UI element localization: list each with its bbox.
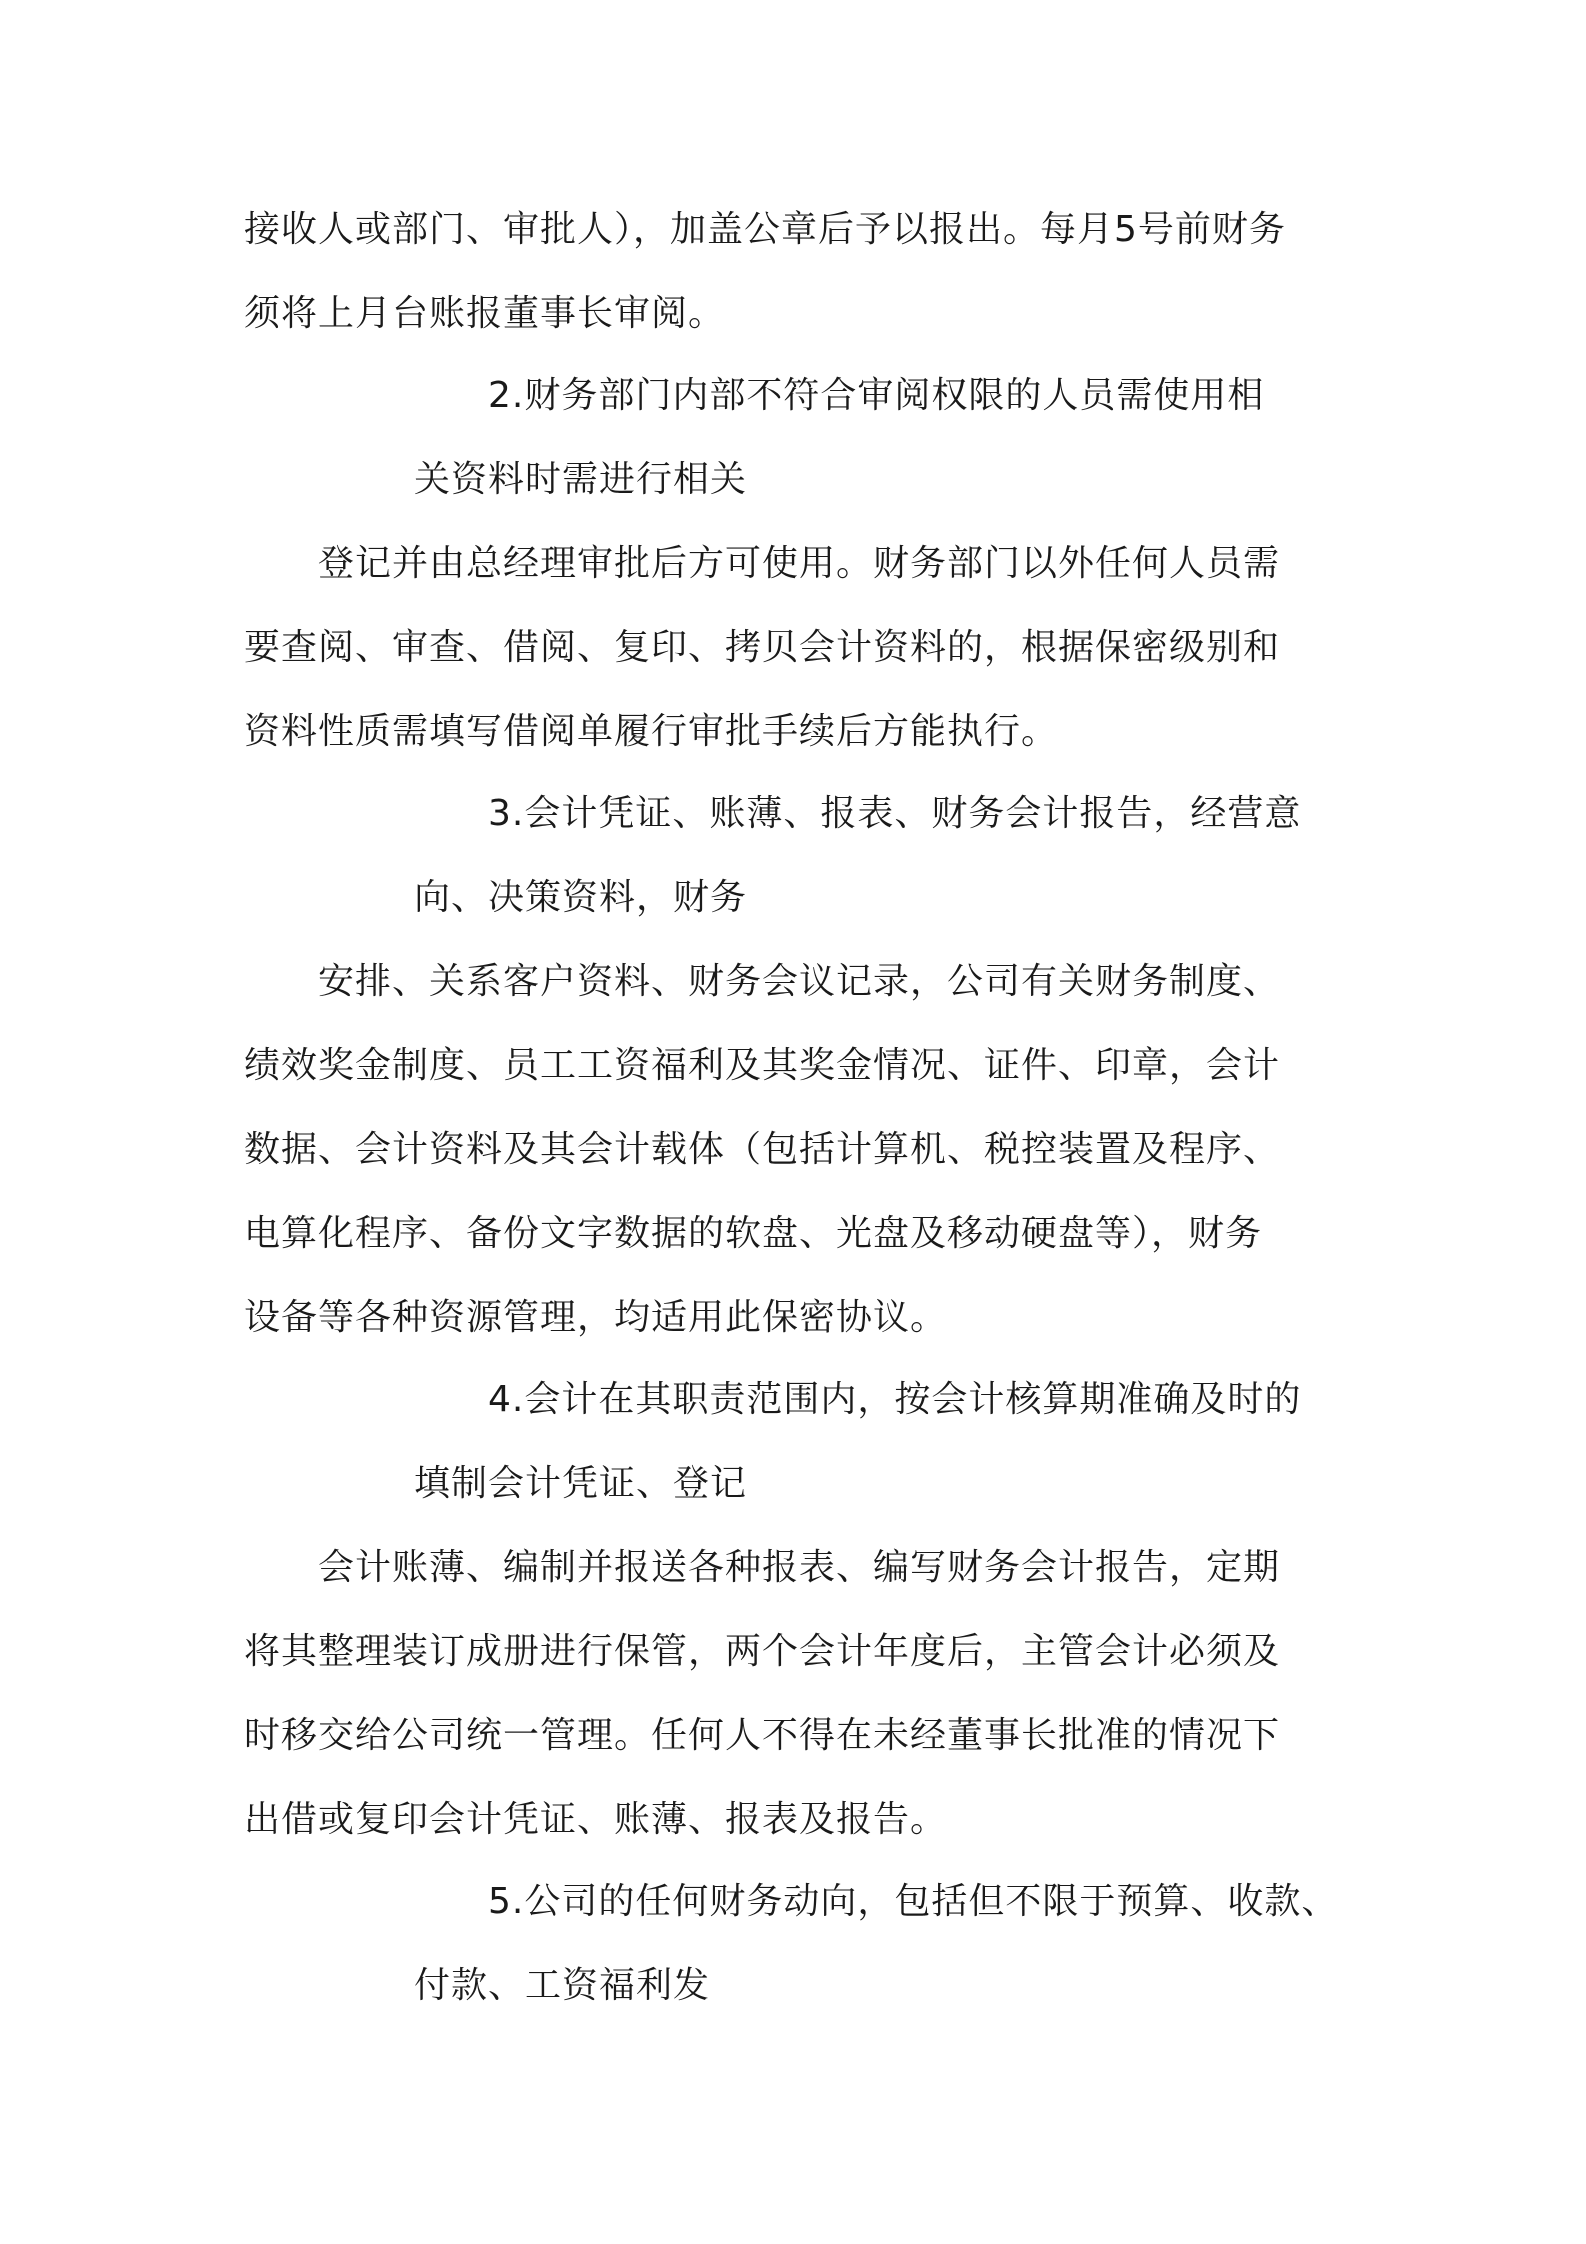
text-line: 要查阅、审查、借阅、复印、拷贝会计资料的，根据保密级别和 (244, 627, 1281, 668)
text-line: 会计账薄、编制并报送各种报表、编写财务会计报告，定期 (318, 1547, 1281, 1588)
text-line: 电算化程序、备份文字数据的软盘、光盘及移动硬盘等），财务 (244, 1213, 1263, 1254)
text-line: 填制会计凭证、登记 (414, 1463, 748, 1504)
text-line: 将其整理装订成册进行保管，两个会计年度后，主管会计必须及 (244, 1631, 1281, 1672)
text-line: 数据、会计资料及其会计载体（包括计算机、税控装置及程序、 (244, 1129, 1281, 1170)
text-line: 登记并由总经理审批后方可使用。财务部门以外任何人员需 (318, 543, 1281, 584)
text-line: 安排、关系客户资料、财务会议记录，公司有关财务制度、 (318, 961, 1281, 1002)
text-line: 绩效奖金制度、员工工资福利及其奖金情况、证件、印章，会计 (244, 1045, 1281, 1086)
text-line: 须将上月台账报董事长审阅。 (244, 293, 726, 334)
section-heading-5: 5.公司的任何财务动向，包括但不限于预算、收款、 (488, 1881, 1339, 1922)
text-line: 向、决策资料，财务 (414, 877, 748, 918)
section-heading-2: 2.财务部门内部不符合审阅权限的人员需使用相 (488, 375, 1265, 416)
text-line: 出借或复印会计凭证、账薄、报表及报告。 (244, 1799, 948, 1840)
text-line: 设备等各种资源管理，均适用此保密协议。 (244, 1297, 948, 1338)
text-line: 资料性质需填写借阅单履行审批手续后方能执行。 (244, 711, 1059, 752)
section-heading-4: 4.会计在其职责范围内，按会计核算期准确及时的 (488, 1379, 1302, 1420)
section-heading-3: 3.会计凭证、账薄、报表、财务会计报告，经营意 (488, 793, 1302, 834)
text-line: 接收人或部门、审批人），加盖公章后予以报出。每月5号前财务 (244, 209, 1286, 250)
text-line: 付款、工资福利发 (414, 1965, 711, 2006)
text-line: 关资料时需进行相关 (414, 459, 748, 500)
text-line: 时移交给公司统一管理。任何人不得在未经董事长批准的情况下 (244, 1715, 1281, 1756)
